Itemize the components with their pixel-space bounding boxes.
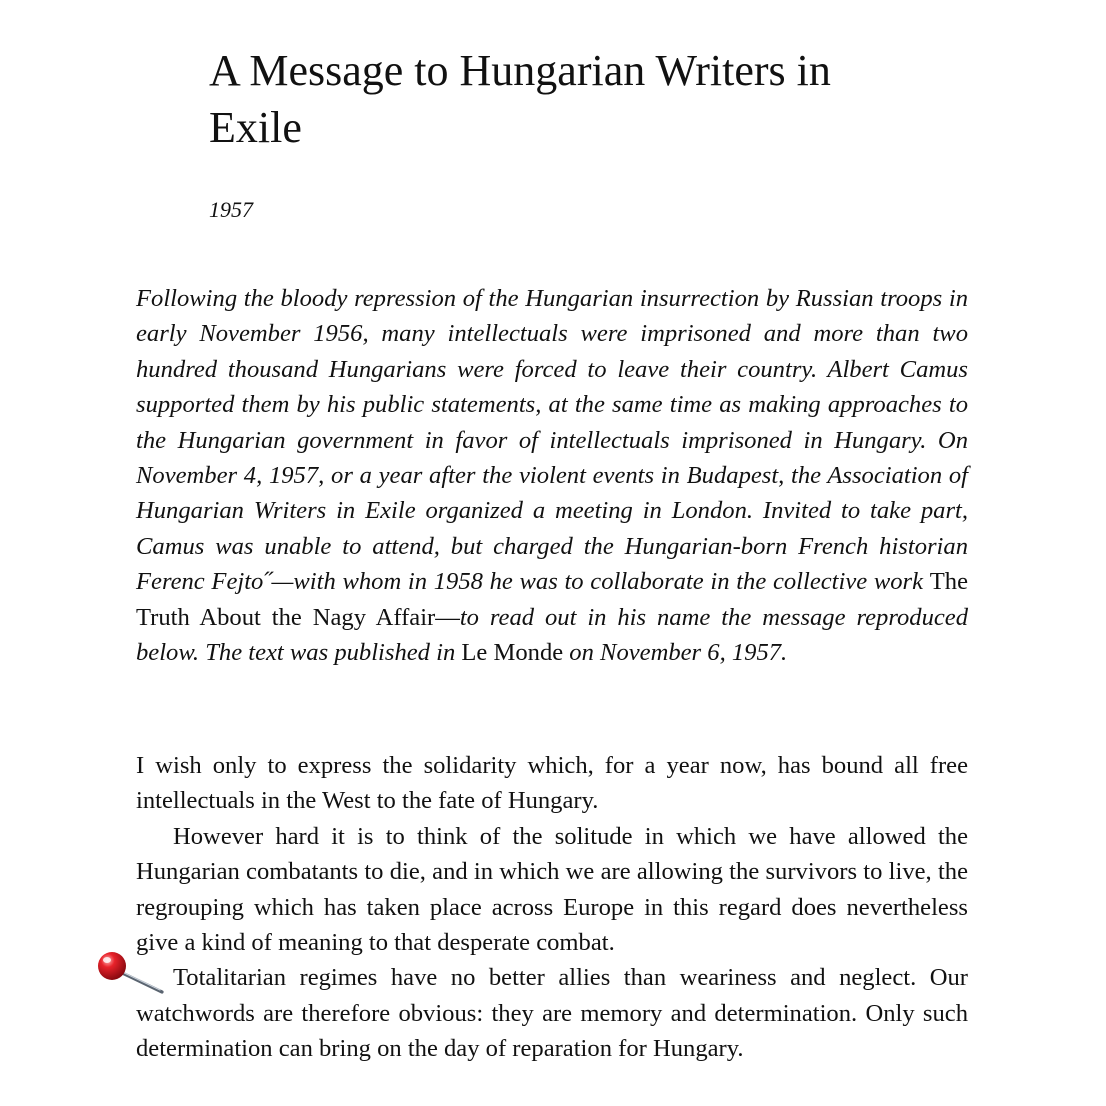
intro-text-part1: Following the bloody repression of the Hungarian insurrection by Russian troops in early November 1956, many intellectuals were imprisoned and more than two hundred thousand Hungarians were forced to leave their country. Albert Camus supported them by his public statements, at the same time as making approaches to the Hungarian government in favor of intellectuals imprisoned in Hungary. On November 4, 1957, or a year after the violent events in Budapest, the Association of Hungarian Writers in Exile organized a meeting in London. Invited to take part, Camus was unable to attend, but charged the Hungarian-born French historian Ferenc Fejto˝—with whom in 1958 he was to collaborate in the collective work (136, 285, 968, 596)
book-title: The Truth About the Nagy Affair— (136, 568, 968, 631)
intro-text-part3: on November 6, 1957. (563, 639, 788, 667)
pushpin-icon[interactable] (94, 950, 166, 996)
body-paragraph-1: I wish only to express the solidarity which, for a year now, has bound all free intellectuals in the West to the fate of Hungary. (136, 752, 968, 815)
newspaper-title: Le Monde (461, 639, 564, 667)
publication-year: 1957 (209, 197, 253, 222)
body-paragraph-2: However hard it is to think of the solitude in which we have allowed the Hungarian combatants to die, and in which we are allowing the survivors to live, the regrouping which has taken place across Europe in this regard does nevertheless give a kind of meaning to that desperate combat. (136, 822, 968, 957)
message-body (136, 748, 968, 1067)
body-paragraph-3: Totalitarian regimes have no better allies than weariness and neglect. Our watchwords are therefore obvious: they are memory and determination. Only such determination can bring on the day of reparation for Hungary. (136, 964, 968, 1063)
page-title: A Message to Hungarian Writers in Exile (209, 46, 831, 152)
intro-text-part2: to read out in his name the message reproduced below. The text was published in (136, 603, 968, 667)
editorial-introduction (136, 281, 968, 670)
